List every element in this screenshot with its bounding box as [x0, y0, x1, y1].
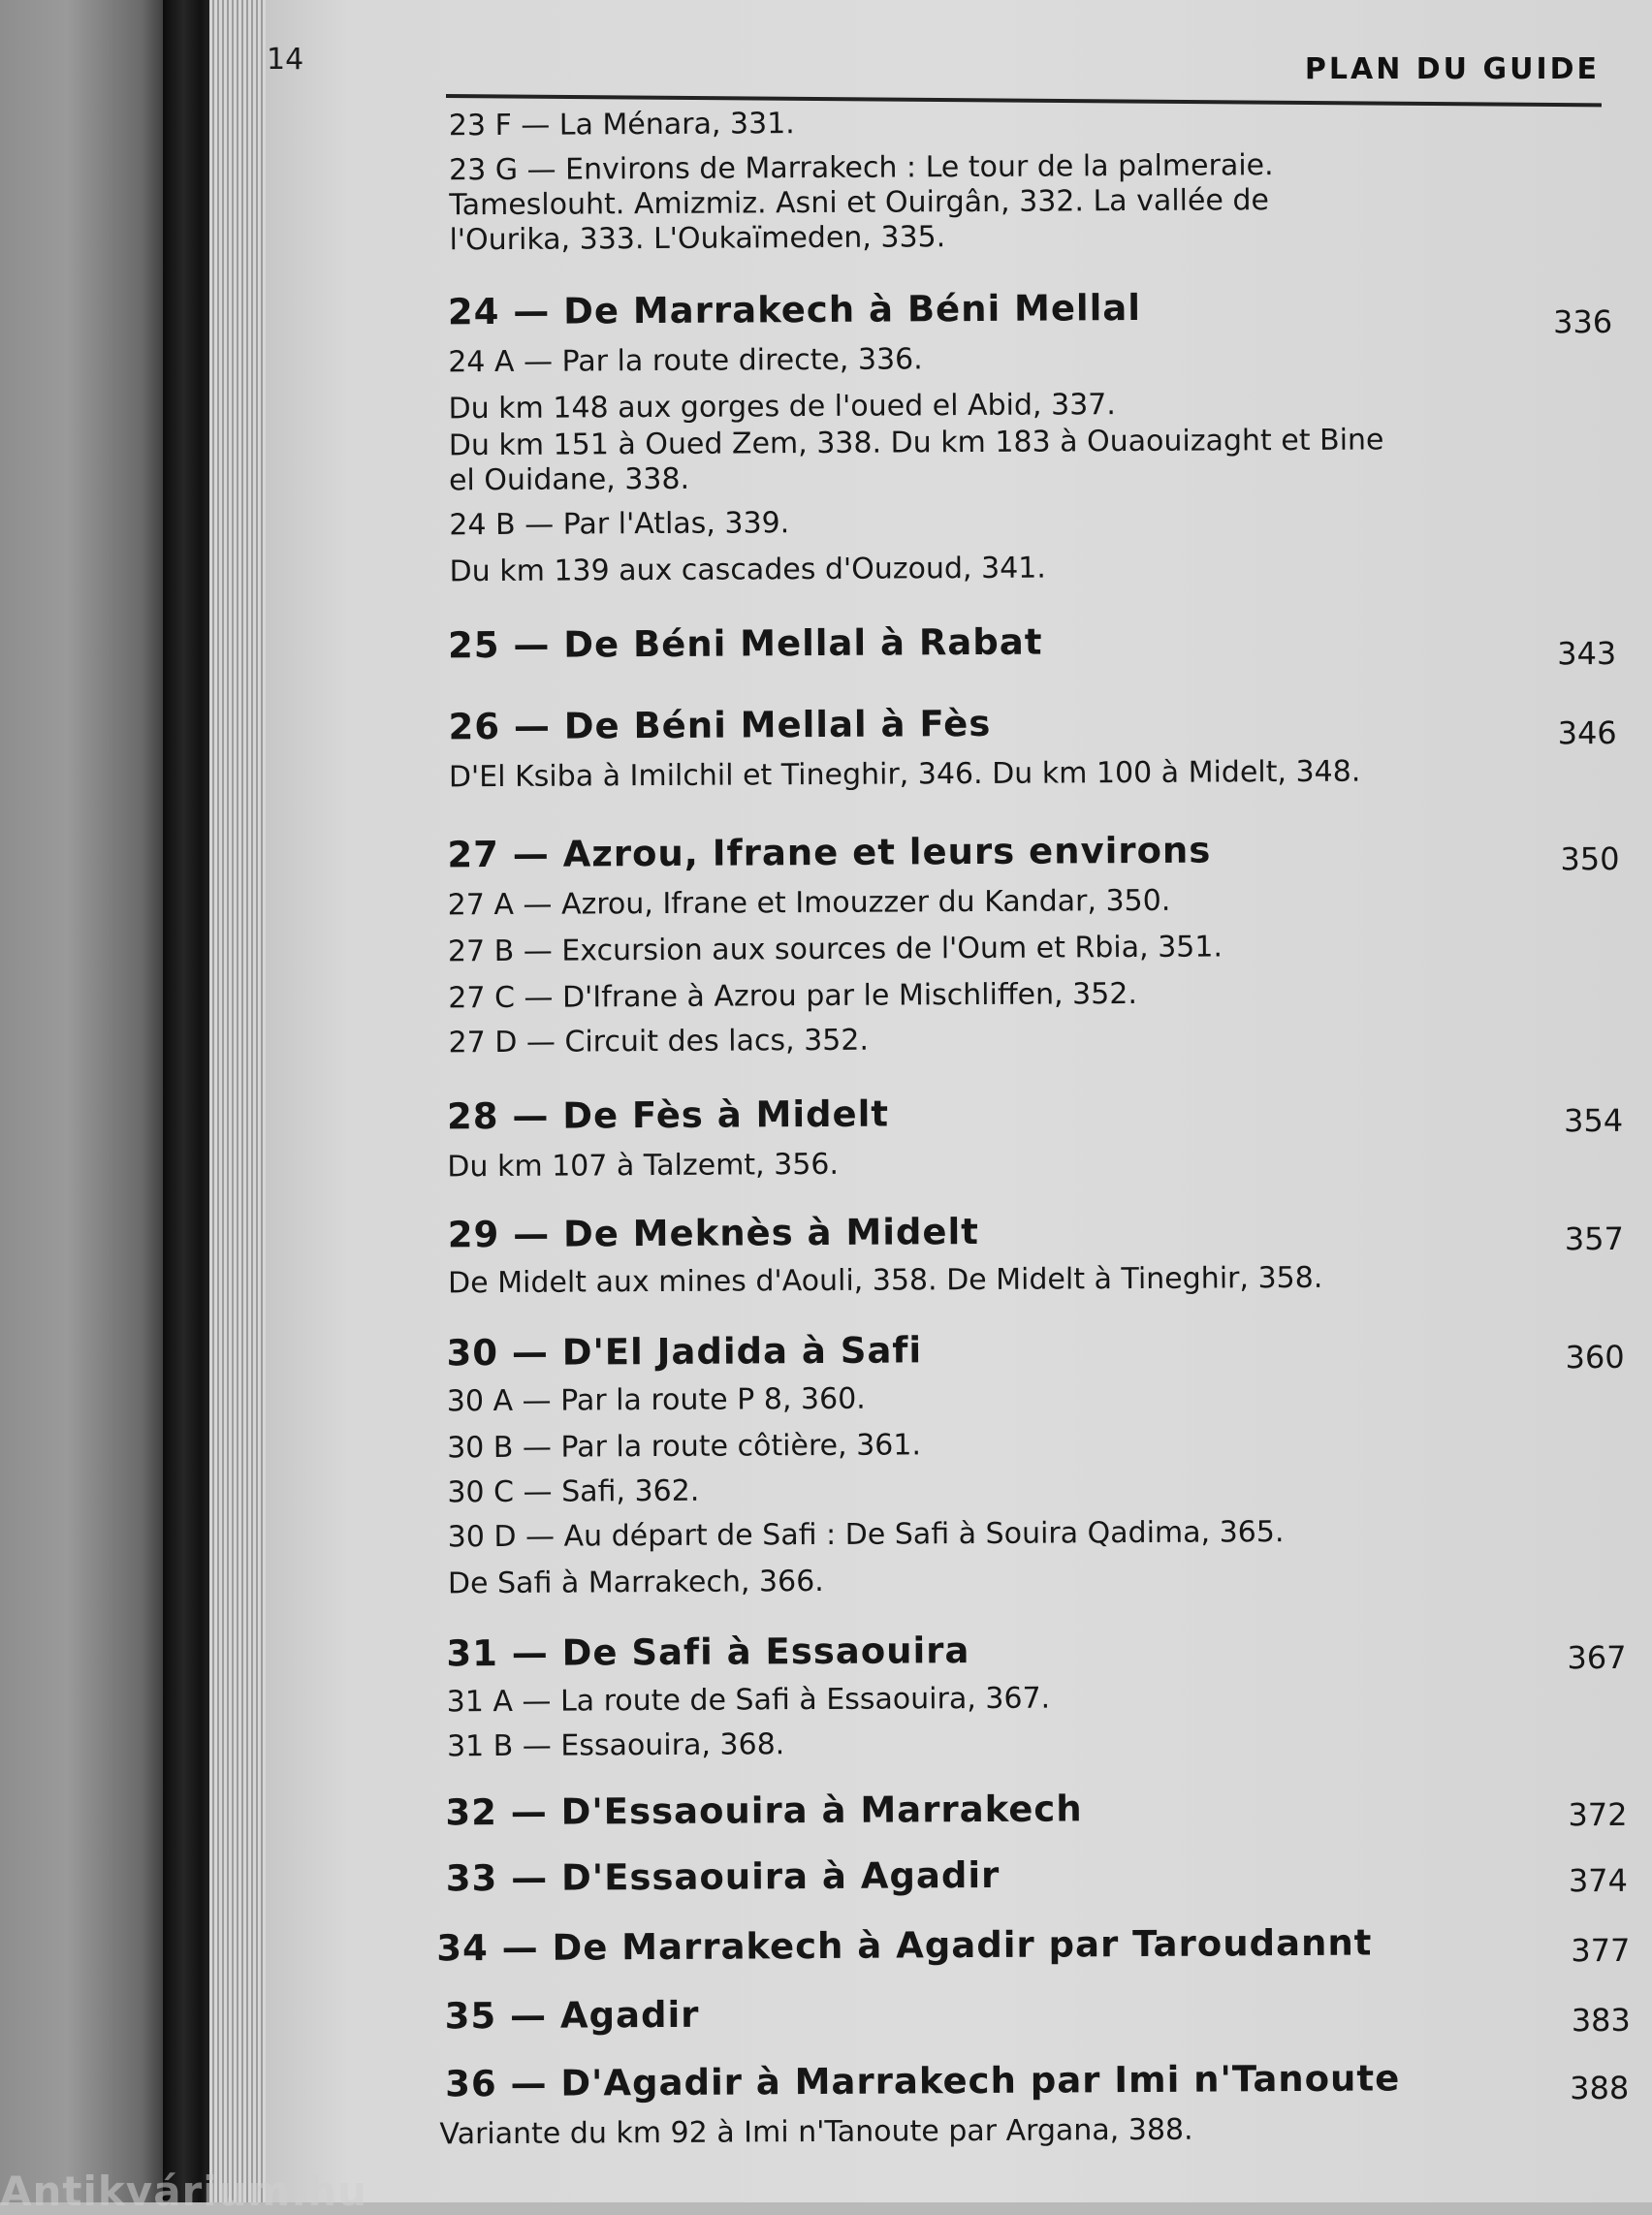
- watermark: Antikvárium.hu: [0, 2168, 368, 2215]
- toc-subentry: Tameslouht. Amizmiz. Asni et Ouirgân, 332. La vallée de: [449, 183, 1270, 223]
- toc-subentry: De Midelt aux mines d'Aouli, 358. De Midelt à Tineghir, 358.: [447, 1260, 1323, 1301]
- toc-page-number: 354: [1563, 1101, 1624, 1140]
- toc-page-number: 367: [1567, 1638, 1627, 1677]
- toc-route-title: 32 — D'Essaouira à Marrakech: [445, 1788, 1083, 1834]
- toc-subentry: 24 A — Par la route directe, 336.: [448, 342, 923, 380]
- toc-route-title: 36 — D'Agadir à Marrakech par Imi n'Tanoute: [445, 2057, 1401, 2105]
- toc-subentry: D'El Ksiba à Imilchil et Tineghir, 346. Du km 100 à Midelt, 348.: [448, 754, 1361, 795]
- toc-subentry: Du km 148 aux gorges de l'oued el Abid, 337.: [448, 388, 1116, 427]
- toc-route-title: 30 — D'El Jadida à Safi: [446, 1329, 923, 1375]
- toc-route-title: 33 — D'Essaouira à Agadir: [445, 1853, 1001, 1900]
- toc-page-number: 336: [1552, 302, 1613, 341]
- toc-page-number: 343: [1557, 634, 1617, 673]
- toc-subentry: 27 A — Azrou, Ifrane et Imouzzer du Kandar, 350.: [447, 883, 1171, 923]
- toc-subentry: Du km 151 à Oued Zem, 338. Du km 183 à Ouaouizaght et Bine: [448, 423, 1384, 463]
- toc-subentry: De Safi à Marrakech, 366.: [447, 1564, 824, 1601]
- toc-subentry: el Ouidane, 338.: [448, 461, 690, 498]
- toc-subentry: 30 B — Par la route côtière, 361.: [447, 1428, 922, 1466]
- toc-route-title: 35 — Agadir: [444, 1993, 700, 2038]
- background-shadow: [0, 0, 167, 2202]
- toc-subentry: 30 D — Au départ de Safi : De Safi à Souira Qadima, 365.: [447, 1515, 1285, 1555]
- toc-page-number: 388: [1570, 2069, 1630, 2107]
- toc-route-title: 28 — De Fès à Midelt: [446, 1092, 890, 1138]
- toc-subentry: Variante du km 92 à Imi n'Tanoute par Argana, 388.: [439, 2112, 1193, 2152]
- toc-subentry: 31 A — La route de Safi à Essaouira, 367.: [446, 1681, 1051, 1720]
- toc-subentry: 23 G — Environs de Marrakech : Le tour de la palmeraie.: [448, 148, 1274, 188]
- toc-subentry: 30 A — Par la route P 8, 360.: [446, 1381, 866, 1419]
- toc-page-number: 357: [1564, 1219, 1625, 1258]
- toc-page-number: 360: [1565, 1338, 1625, 1376]
- toc-route-title: 25 — De Béni Mellal à Rabat: [447, 620, 1043, 667]
- toc-subentry: 27 B — Excursion aux sources de l'Oum et Rbia, 351.: [447, 930, 1223, 969]
- toc-route-title: 31 — De Safi à Essaouira: [446, 1630, 970, 1675]
- toc-route-title: 27 — Azrou, Ifrane et leurs environs: [447, 829, 1212, 876]
- toc-subentry: 30 C — Safi, 362.: [447, 1473, 700, 1510]
- toc-route-title: 26 — De Béni Mellal à Fès: [448, 702, 992, 748]
- toc-subentry: 23 F — La Ménara, 331.: [448, 107, 795, 143]
- toc-subentry: Du km 139 aux cascades d'Ouzoud, 341.: [449, 551, 1046, 589]
- toc-subentry: 27 C — D'Ifrane à Azrou par le Mischliffen, 352.: [448, 976, 1138, 1016]
- toc-route-title: 29 — De Meknès à Midelt: [447, 1210, 980, 1256]
- toc-route-title: 34 — De Marrakech à Agadir par Taroudannt: [436, 1921, 1373, 1970]
- toc-page-number: 377: [1571, 1931, 1631, 1970]
- toc-page-number: 346: [1557, 713, 1617, 752]
- toc-subentry: 31 B — Essaouira, 368.: [446, 1727, 785, 1764]
- toc-page-number: 350: [1560, 839, 1620, 878]
- toc-page-number: 374: [1568, 1861, 1629, 1900]
- running-title: PLAN DU GUIDE: [1304, 52, 1600, 86]
- toc-route-title: 24 — De Marrakech à Béni Mellal: [447, 286, 1142, 333]
- toc-subentry: 27 D — Circuit des lacs, 352.: [448, 1023, 870, 1060]
- toc-subentry: Du km 107 à Talzemt, 356.: [447, 1147, 840, 1185]
- table-of-contents: [180, 0, 1631, 2202]
- toc-page-number: 372: [1568, 1795, 1628, 1834]
- toc-subentry: 24 B — Par l'Atlas, 339.: [449, 506, 790, 543]
- toc-page-number: 383: [1571, 2001, 1631, 2040]
- toc-subentry: l'Ourika, 333. L'Oukaïmeden, 335.: [449, 220, 946, 258]
- page-number: 14: [267, 43, 304, 77]
